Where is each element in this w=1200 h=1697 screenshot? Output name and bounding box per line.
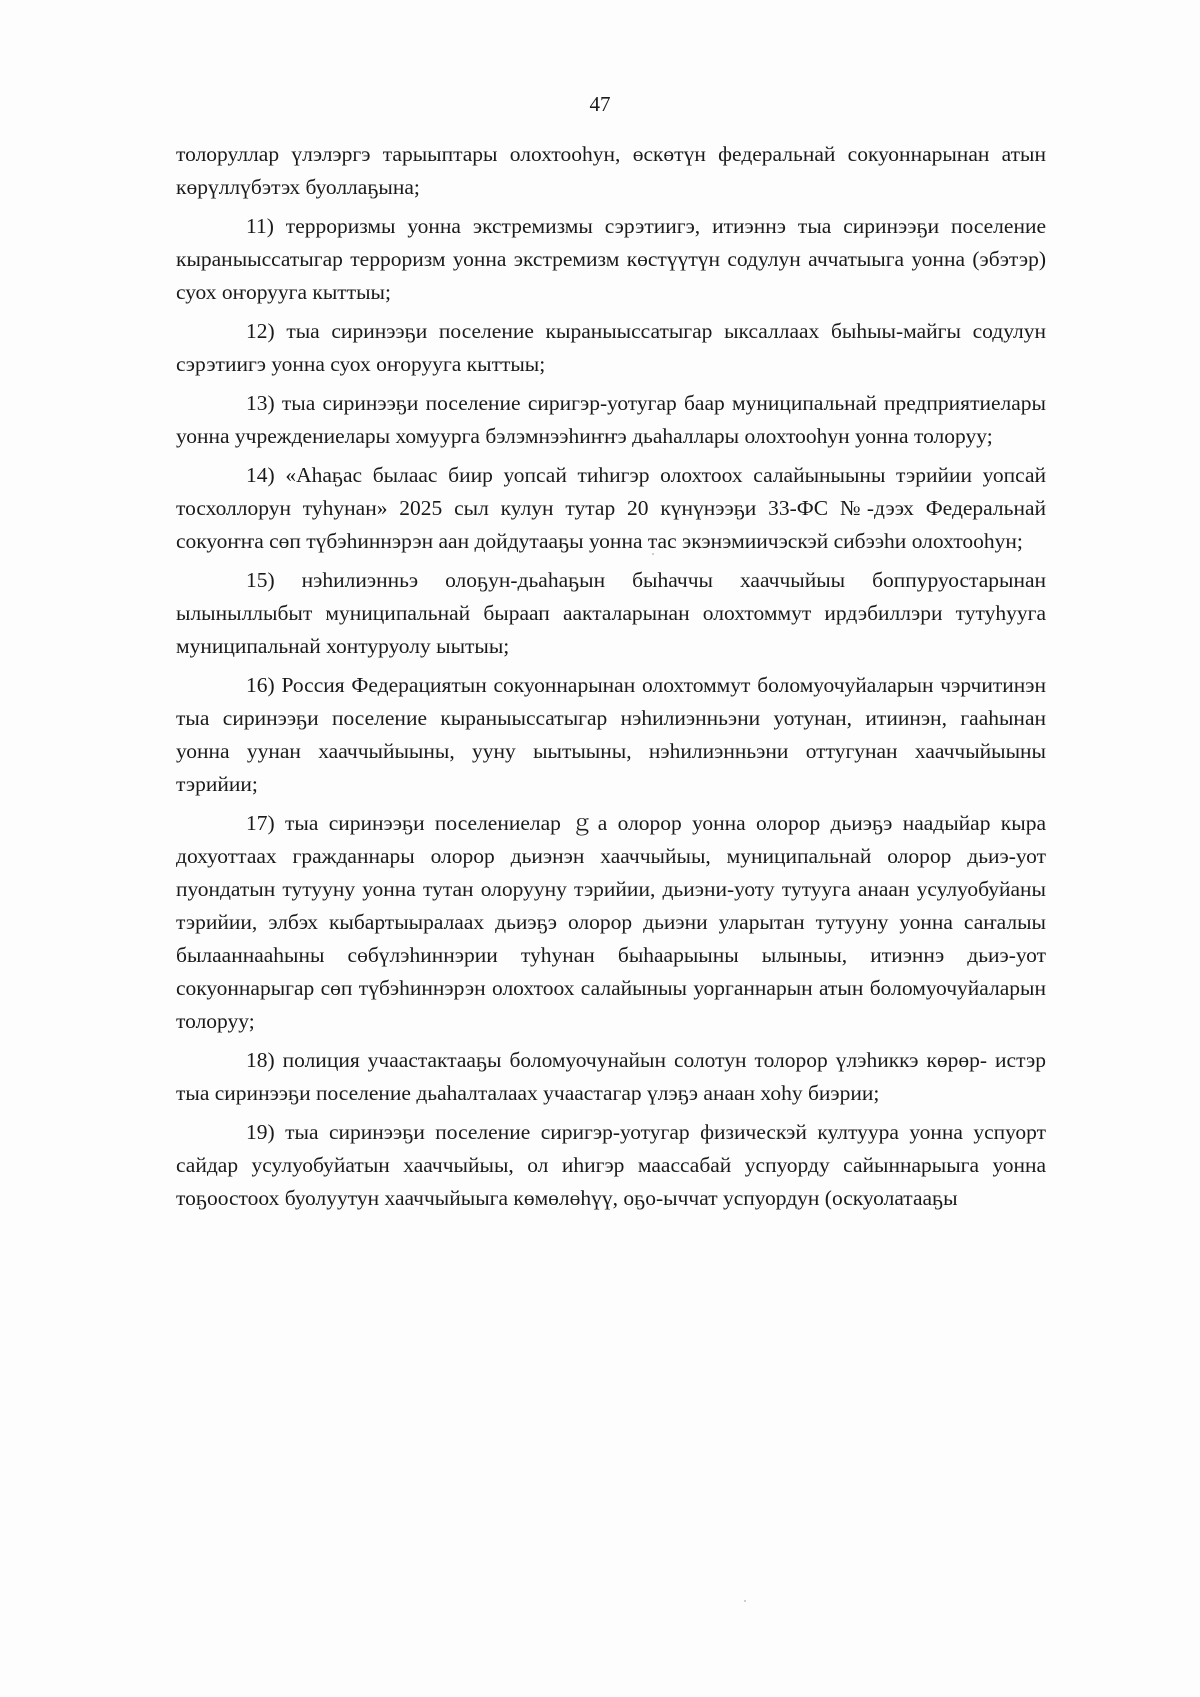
paragraph-item-18: 18) полиция учаастактааҕы боломуочунайын солотун толорор үлэһиккэ көрөр- истэр тыа сиринээҕи поселение дьаһалталаах учаастагар үлэҕэ анаан хоһу биэрии; — [176, 1048, 1046, 1105]
paragraph-item-11: 11) терроризмы уонна экстремизмы сэрэтиигэ, итиэннэ тыа сиринээҕи поселение кыраныыссатыгар терроризм уонна экстремизм көстүүтүн содулун аччатыыга уонна (эбэтэр) суох оҥорууга кыттыы; — [176, 214, 1046, 304]
paragraph-item-16: 16) Россия Федерациятын сокуоннарынан олохтоммут боломуочуйаларын чэрчитинэн тыа сиринээҕи поселение кыраныыссатыгар нэһилиэнньэни уотунан, итиинэн, гааһынан уонна уунан хааччыйыыны, ууну ыытыыны, нэһилиэнньэни оттугунан хааччыйыыны тэрийии; — [176, 673, 1046, 796]
paragraph-item-13: 13) тыа сиринээҕи поселение сиригэр-уотугар баар муниципальнай предприятиелары уонна учреждениелары хомуурга бэлэмнээһиҥҥэ дьаһаллары олохтооһун уонна толоруу; — [176, 391, 1046, 448]
paragraph-item-14: 14) «Аһаҕас былаас биир уопсай тиһигэр олохтоох салайыныыны тэрийии уопсай тосхоллорун туһунан» 2025 сыл кулун тутар 20 күнүнээҕи 33-ФС №-дээх Федеральнай сокуоҥҥа сөп түбэһиннэрэн аан дойдутааҕы уонна тас экэнэмиичэскэй сибээһи олохтооһун; — [176, 463, 1046, 553]
document-body — [176, 138, 1046, 1221]
paragraph-continuation: толоруллар үлэлэргэ тарыыптары олохтооһун, өскөтүн федеральнай сокуоннарынан атын көрүллүбэтэх буоллаҕына; — [176, 142, 1046, 199]
scan-speck — [744, 1600, 746, 1602]
paragraph-item-12: 12) тыа сиринээҕи поселение кыраныыссатыгар ыксаллаах быһыы-майгы содулун сэрэтиигэ уонна суох оҥорууга кыттыы; — [176, 319, 1046, 376]
paragraph-item-15: 15) нэһилиэнньэ олоҕун-дьаһаҕын быһаччы хааччыйыы боппуруостарынан ылыныллыбыт муниципальнай быраап аакталарынан олохтоммут ирдэбиллэри тутуһууга муниципальнай хонтуруолу ыытыы; — [176, 568, 1046, 658]
paragraph-item-19: 19) тыа сиринээҕи поселение сиригэр-уотугар физическэй култуура уонна успуорт сайдар усулуобуйатын хааччыйыы, ол иһигэр маассабай успуорду сайыннарыыга уонна тоҕоостоох буолуутун хааччыйыыга көмөлөһүү, оҕо-ыччат успуордун (оскуолатааҕы — [176, 1120, 1046, 1210]
page-number: 47 — [589, 92, 611, 116]
paragraph-item-17: 17) тыа сиринээҕи поселениелар ｇа олорор уонна олорор дьиэҕэ наадыйар кыра дохуоттаах гражданнары олорор дьиэнэн хааччыйыы, муниципальнай олорор дьиэ-уот пуондатын тутууну уонна тутан олорууну тэрийии, дьиэни-уоту тутууга анаан усулуобуйаны тэрийии, элбэх кыбартыыралаах дьиэҕэ олорор дьиэни уларытан тутууну уонна саҥалыы былааннааһыны сөбүлэһиннэрии туһунан быһаарыыны ылыныы, итиэннэ дьиэ-уот сокуоннарыгар сөп түбэһиннэрэн олохтоох салайыныы уорганнарын атын боломуочуйаларын толоруу; — [176, 811, 1046, 1033]
scan-speck — [652, 553, 654, 555]
